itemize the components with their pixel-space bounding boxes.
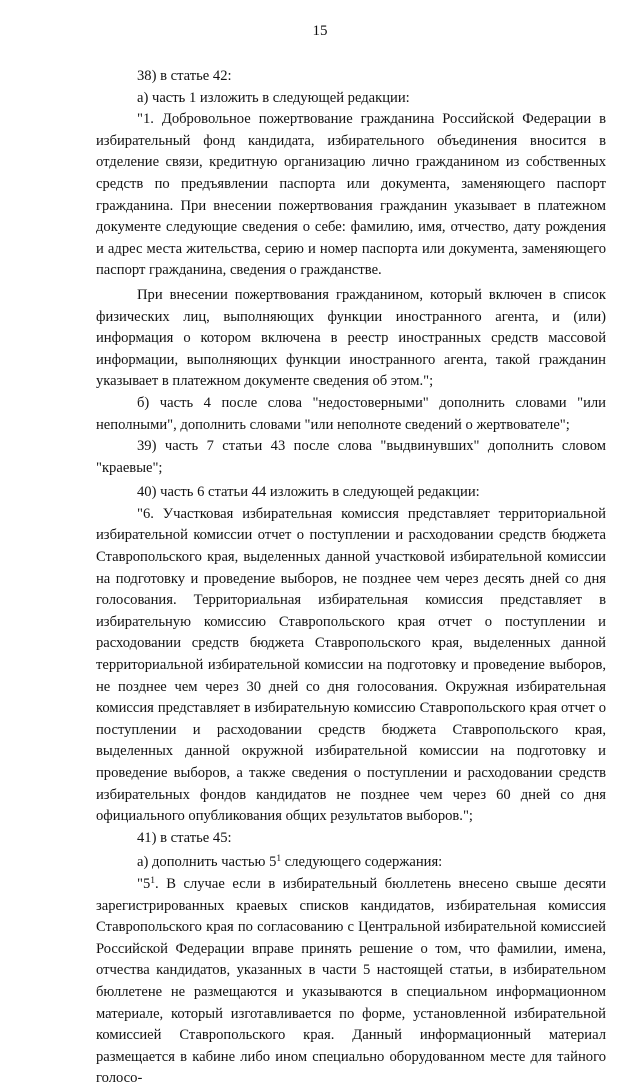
paragraph-38a: а) часть 1 изложить в следующей редакции:	[137, 89, 410, 106]
paragraph-part5-1-after: . В случае если в избирательный бюллетень внесено свыше десяти зарегистрированных краевых списков кандидатов, избирательная комиссия Ставропольского края по согласованию с Центральной избирательной комиссией Российской Федерации вправе принять решение о том, что фамилии, имена, отчества кандидатов, указанных в части 5 настоящей статьи, в избирательном бюллетене не размещаются и указываются в специальном информационном материале, который изготавливается по форме, установленной избирательной комиссией Ставропольского края. Данный информационный материал размещается в кабине либо ином специально оборудованном месте для тайного голосо-	[96, 875, 606, 1087]
paragraph-41a-after: следующего содержания:	[281, 854, 443, 871]
paragraph-article44-part6: "6. Участковая избирательная комиссия представляет территориальной избирательной комиссии отчет о поступлении и расходовании средств бюджета Ставропольского края, выделенных данной участковой избирательной комиссии на подготовку и проведение выборов, не позднее чем через десять дней со дня голосования. Территориальная избирательная комиссия представляет в избирательную комиссию Ставропольского края отчет о поступлении и расходовании средств бюджета Ставропольского края, выделенных данной территориальной избирательной комиссии на подготовку и проведение выборов, не позднее чем через 30 дней со дня голосования. Окружная избирательная комиссия представляет в избирательную комиссию Ставропольского края отчет о поступлении и расходовании средств бюджета Ставропольского края, выделенных данной окружной избирательной комиссии на подготовку и проведение выборов, а также сведения о поступлении и расходовании средств избирательных фондов кандидатов не позднее чем через 60 дней со дня официального опубликования общих результатов выборов.";	[96, 505, 606, 825]
paragraph-38: 38) в статье 42:	[137, 68, 232, 84]
page-number: 15	[312, 23, 328, 39]
paragraph-foreign-agent-donation: При внесении пожертвования гражданином, который включен в список физических лиц, выполняющих функции иностранного агента, и (или) информация о котором включена в реестр иностранных средств массовой информации, выполняющих функции иностранного агента, такой гражданин указывает в платежном документе сведения об этом.";	[96, 286, 606, 390]
paragraph-38b: б) часть 4 после слова "недостоверными" дополнить словами "или неполными", дополнить словами "или неполноте сведений о жертвователе";	[96, 394, 606, 433]
superscript-index: 1	[276, 854, 282, 865]
paragraph-part5-1	[96, 874, 606, 1090]
paragraph-39: 39) часть 7 статьи 43 после слова "выдвинувших" дополнить словом "краевые";	[96, 438, 606, 476]
paragraph-article42-part1: "1. Добровольное пожертвование гражданина Российской Федерации в избирательный фонд кандидата, избирательного объединения вносится в отделение связи, кредитную организацию лично гражданином из собственных средств по предъявлении паспорта или документа, заменяющего паспорт гражданина. При внесении пожертвования гражданин указывает в платежном документе следующие сведения о себе: фамилию, имя, отчество, дату рождения и адрес места жительства, серию и номер паспорта или документа, заменяющего паспорт гражданина, сведения о гражданстве.	[96, 111, 606, 279]
paragraph-41: 41) в статье 45:	[137, 829, 232, 846]
paragraph-40: 40) часть 6 статьи 44 изложить в следующей редакции:	[137, 484, 480, 501]
document-body	[96, 66, 606, 1090]
paragraph-41a	[96, 852, 606, 874]
paragraph-part5-1-before: "5	[137, 875, 151, 892]
paragraph-41a-before: а) дополнить частью 5	[137, 854, 277, 871]
superscript-index: 1	[150, 875, 156, 886]
